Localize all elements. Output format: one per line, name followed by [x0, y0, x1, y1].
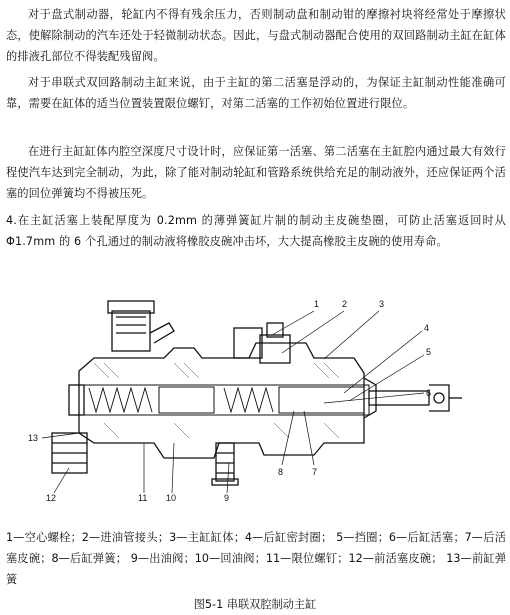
- callout-9: 9: [224, 493, 230, 503]
- callout-4: 4: [424, 323, 430, 333]
- master-cylinder-drawing: [24, 293, 484, 508]
- callout-7: 7: [312, 467, 318, 477]
- callout-12: 12: [46, 493, 57, 503]
- callout-1: 1: [314, 299, 320, 309]
- paragraph-cylinder-depth: 在进行主缸缸体内腔空深度尺寸设计时，应保证第一活塞、第二活塞在主缸腔内通过最大有效行程使汽车达到完全制动，为此，除了能对制动轮缸和管路系统供给充足的制动液外，还应保证两个活塞的回位弹簧均不得被压死。: [6, 145, 506, 200]
- callout-5: 5: [426, 347, 432, 357]
- callout-2: 2: [342, 299, 348, 309]
- callout-13: 13: [28, 433, 39, 443]
- figure-legend: 1—空心螺栓；2—进油管接头；3—主缸缸体；4—后缸密封圈； 5—挡圈；6—后缸活塞；7—后活塞皮碗；8—后缸弹簧； 9—出油阀；10—回油阀；11—限位螺钉；12—前活塞皮碗； 13—前缸弹簧: [6, 531, 506, 586]
- paragraph-disc-brake: 对于盘式制动器，轮缸内不得有残余压力，否则制动盘和制动钳的摩擦衬块将经常处于摩擦状态，使解除制动的汽车还处于轻微制动状态。因此，与盘式制动器配合使用的双回路制动主缸在缸体的排液孔部位不得装配残留阀。: [6, 8, 506, 63]
- callout-3: 3: [379, 299, 385, 309]
- paragraph-tandem-master-cylinder: 对于串联式双回路制动主缸来说，由于主缸的第二活塞是浮动的，为保证主缸制动性能准确可靠，需要在缸体的适当位置装置限位螺钉，对第二活塞的工作初始位置进行限位。: [6, 76, 506, 110]
- paragraph-piston-gasket: 4.在主缸活塞上装配厚度为 0.2mm 的薄弹簧缸片制的制动主皮碗垫圈，可防止活塞返回时从Φ1.7mm 的 6 个孔通过的制动液将橡胶皮碗冲击坏，大大提高橡胶主皮碗的使用寿命。: [6, 214, 506, 248]
- callout-11: 11: [138, 493, 148, 503]
- callout-8: 8: [278, 467, 284, 477]
- callout-10: 10: [166, 493, 177, 503]
- figure-caption: 图5-1 串联双腔制动主缸: [193, 598, 317, 611]
- callout-6: 6: [426, 388, 432, 398]
